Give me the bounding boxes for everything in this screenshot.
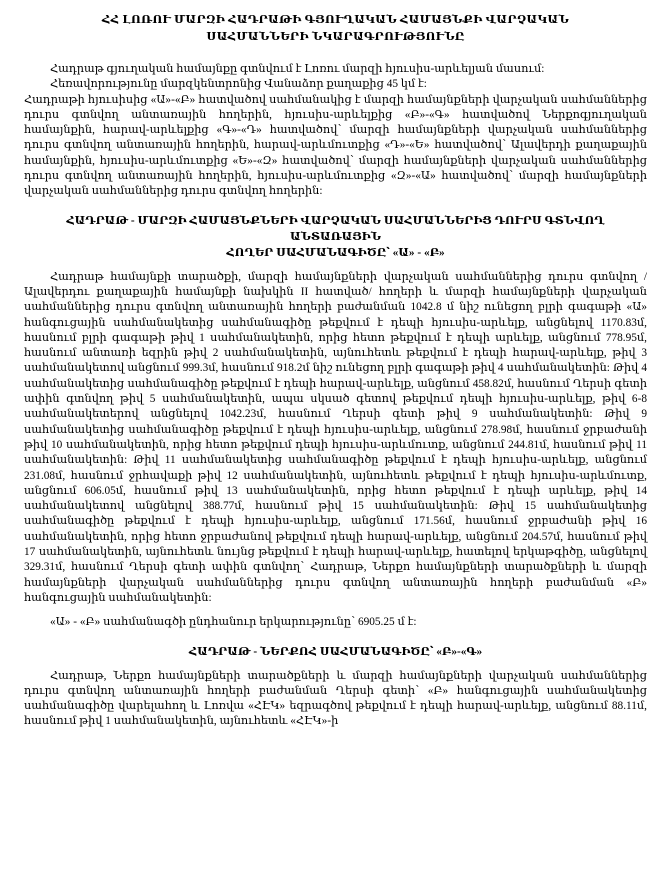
section-ab-body: Հադրաթ համայնքի տարածքի, մարզի համայնքների վարչական սահմաններից դուրս գտնվող /Ալավերդու քաղաքային համայնքի նախկին II հատված/ հողերի և մարզի համայնքների վարչական սահմաններից դուրս գտնվող անտառային հողերի բաժանման 1042.8 մ նիշ ունեցող բլրի գագաթի «Ա» հանգուցային սահմանակետից սահմանագիծը թեքվում է դեպի հյուսիս-արևելք, անցնելով 1170.83մ, հասնում բլրի գագաթի թիվ 1 սահմանակետին, որից հետո թեքվում է դեպի արևելք, անցնում 778.95մ, հասնում անտառի եզրին թիվ 2 սահմանակետին, այնուհետև թեքվում է դեպի հարավ-արևելք, թիվ 3 սահմանակետով անցնում 999.3մ, հասնում 918.2մ նիշ ունեցող բլրի գագաթի թիվ 4 սահմանակետին: Թիվ 4 սահմանակետից սահմանագիծը թեքվում է դեպի հարավ-արևելք, անցնում 458.82մ, հասնում Ղերսի գետի ափին գտնվող թիվ 5 սահմանակետին, ապա սկսած գետով թեքվում դեպի հյուսիս-արևելք, թիվ 6-8 սահմանակետերով անցնելով 1042.23մ, հասնում Ղերսի գետի թիվ 9 սահմանակետին: Թիվ 9 սահմանակետից սահմանագիծը թեքվում է դեպի հյուսիս-արևելք, անցնում 278.98մ, հասնում ջրբաժանի թիվ 10 սահմանակետին, որից հետո թեքվում դեպի հյուսիս-արևմուտք, անցնում 244.81մ, հասնում թիվ 11 սահմանակետին: Թիվ 11 սահմանակետից սահմանագիծը թեքվում է դեպի հյուսիս-արևելք, անցնում 231.08մ, հասնում ջրհավաքի թիվ 12 սահմանակետին, այնուհետև թեքվում է դեպի հյուսիս-արևմուտք, անցնում 606.05մ, հասնում թիվ 13 սահմանակետին, որից հետո թեքվում է դեպի արևելք, թիվ 14 սահմանակետով անցնելով 388.77մ, հասնում թիվ 15 սահմանակետին: Թիվ 15 սահմանակետից սահմանագիծը թեքվում է դեպի հյուսիս-արևելք, անցնում 171.56մ, հասնում ջրբաժանի թիվ 16 սահմանակետին, որից հետո ջրբաժանով թեքվում դեպի հարավ-արևելք, անցնում 204.57մ, հասնում թիվ 17 սահմանակետին, այնուհետև նույնց թեքվում է դեպի հարավ-արևելք, հատելով երկաթգիծը, անցնելով 329.31մ, հասնում Ղերսի գետի ափին գտնվող՝ Հադրաթ, Ներքո համայնքների տարածքների և մարզի համայնքների վարչական սահմաններից դուրս գտնվող անտառային հողերի բաժանման «Բ» հանգուցային սահմանակետին: — [24, 270, 647, 604]
section-ab-closing: «Ա» - «Բ» սահմանագծի ընդհանուր երկարությունը՝ 6905.25 մ է: — [50, 616, 417, 629]
spacer — [24, 631, 647, 644]
intro-paragraph-1: Հադրաթ գյուղական համայնքը գտնվում է Լոռու մարզի հյուսիս-արևելյան մասում: — [50, 63, 545, 75]
section-heading-bg: ՀԱԴՐԱԹ - ՆԵՐՔՈՀ ՍԱՀՄԱՆԱԳԻԾԸ՝ «Բ»-«Գ» — [188, 645, 483, 658]
intro-paragraph-3: Հադրաթի հյուսիսից «Ա»-«Բ» հատվածով սահմանակից է մարզի համայնքների վարչական սահմաններից դուրս գտնվող անտառային հողերին, հյուսիս-արևելքից «Բ»-«Գ» հատվածով Ներքոգյուղական համայնքին, հարավ-արևելքից «Գ»-«Դ» հատվածով՝ մարզի համայնքների վարչական սահմաններից դուրս գտնվող անտառային հողերին, հարավ-արևմուտքից «Դ»-«Ե» հատվածով՝ Ալավերդի քաղաքային համայնքին, հյուսիս-արևմուտքից «Ե»-«Զ» հատվածով՝ մարզի համայնքների վարչական սահմաններից դուրս գտնվող անտառային հողերին, հյուսիս-արևմուտքից «Զ»-«Ա» հատվածով՝ մարզի համայնքների վարչական սահմաններից դուրս գտնվող հողերին: — [24, 93, 647, 198]
section-bg-body: Հադրաթ, Ներքո համայնքների տարածքների և մարզի համայնքների վարչական սահմաններից դուրս գտնվող անտառային հողերի բաժանման Ղերսի գետի՝ «Բ» հանգուցային սահմանակետից սահմանագիծը վարելահող և Լոռվա «ՀԷԿ» եզրագծով թեքվում է դեպի հարավ-արևելք, անցնում 88.11մ, հասնում թիվ 1 սահմանակետին, այնուհետև «ՀԷԿ»-ի — [24, 669, 647, 728]
document-title — [24, 12, 647, 46]
document-title-line-1: ՀՀ ԼՈՌՈՒ ՄԱՐԶԻ ՀԱԴՐԱԹԻ ԳՅՈՒՂԱԿԱՆ ՀԱՄԱՅՆՔԻ ՎԱՐՉԱԿԱՆ — [101, 14, 570, 26]
section-heading-ab — [24, 213, 647, 261]
spacer — [24, 660, 647, 669]
section-heading-ab-line-1: ՀԱԴՐԱԹ - ՄԱՐԶԻ ՀԱՄԱՅՆՔՆԵՐԻ ՎԱՐՉԱԿԱՆ ՍԱՀՄԱՆՆԵՐԻՑ ԴՈՒՐՍ ԳՏՆՎՈՂ ԱՆՏԱՌԱՅԻՆ — [66, 214, 605, 243]
spacer — [24, 46, 647, 62]
document-title-line-2: ՍԱՀՄԱՆՆԵՐԻ ՆԿԱՐԱԳՐՈՒԹՅՈՒՆԸ — [206, 31, 465, 43]
spacer — [24, 200, 647, 213]
section-heading-ab-line-2: ՀՈՂԵՐ ՍԱՀՄԱՆԱԳԻԾԸ՝ «Ա» - «Բ» — [226, 246, 445, 259]
intro-paragraph-2: Հեռավորությունը մարզկենտրոնից Վանաձոր քաղաքից 45 կմ է: — [50, 78, 427, 91]
spacer — [24, 606, 647, 615]
spacer — [24, 261, 647, 270]
